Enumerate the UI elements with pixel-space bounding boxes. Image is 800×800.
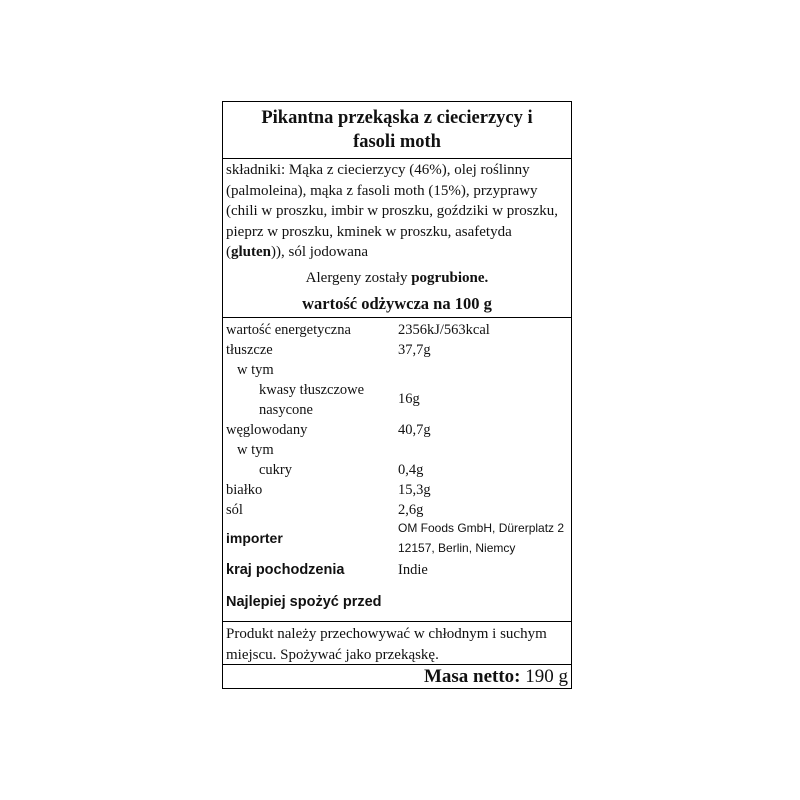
- salt-label: sól: [226, 502, 243, 518]
- divider: [223, 158, 571, 159]
- energy-label: wartość energetyczna: [226, 322, 351, 338]
- allergen-note: [223, 268, 571, 288]
- best-before-label: Najlepiej spożyć przed: [226, 594, 382, 610]
- importer-address: [398, 518, 570, 558]
- product-title-line1: Pikantna przekąska z ciecierzycy i: [261, 108, 533, 128]
- saturated-fat-label-2: nasycone: [259, 402, 313, 418]
- ingredients-part2: )), sól jodowana: [271, 244, 369, 260]
- carbs-value: 40,7g: [398, 422, 431, 438]
- energy-value: 2356kJ/563kcal: [398, 322, 490, 338]
- divider: [223, 621, 571, 622]
- sugars-value: 0,4g: [398, 462, 424, 478]
- protein-value: 15,3g: [398, 482, 431, 498]
- net-weight-value: 190 g: [520, 666, 568, 687]
- saturated-fat-label-1: kwasy tłuszczowe: [259, 382, 365, 398]
- saturated-fat-value: 16g: [398, 391, 420, 407]
- product-title-line2: fasoli moth: [353, 132, 441, 152]
- of-which-fat: w tym: [237, 362, 274, 378]
- importer-line1: OM Foods GmbH, Dürerplatz 2: [398, 521, 565, 535]
- storage-instructions: Produkt należy przechowywać w chłodnym i suchym miejscu. Spożywać jako przekąskę.: [226, 626, 547, 663]
- allergen-note-bold: pogrubione.: [411, 270, 489, 286]
- ingredients-part1: składniki: Mąka z ciecierzycy (46%), olej roślinny (palmoleina), mąka z fasoli moth (15%), przyprawy (chili w proszku, imbir w proszku, goździki w proszku, pieprz w proszku, kminek w proszku, asafetyda (: [226, 162, 559, 260]
- divider: [223, 317, 571, 318]
- sugars-label: cukry: [259, 462, 293, 478]
- carbs-label: węglowodany: [226, 422, 308, 438]
- allergen-note-prefix: Alergeny zostały: [305, 270, 412, 286]
- of-which-carbs: w tym: [237, 442, 274, 458]
- importer-line2: 12157, Berlin, Niemcy: [398, 541, 516, 555]
- importer-label: importer: [226, 530, 283, 546]
- nutrition-label: [222, 101, 572, 689]
- net-weight-label: Masa netto:: [423, 666, 521, 687]
- fat-value: 37,7g: [398, 342, 431, 358]
- salt-value: 2,6g: [398, 502, 424, 518]
- protein-label: białko: [226, 482, 263, 498]
- allergen-gluten: gluten: [231, 244, 272, 260]
- product-title: [223, 106, 571, 154]
- fat-label: tłuszcze: [226, 342, 273, 358]
- net-weight: [424, 665, 568, 689]
- origin-value: Indie: [398, 562, 428, 578]
- ingredients-text: [226, 160, 570, 263]
- nutrition-heading: wartość odżywcza na 100 g: [302, 294, 492, 313]
- origin-label: kraj pochodzenia: [226, 562, 345, 578]
